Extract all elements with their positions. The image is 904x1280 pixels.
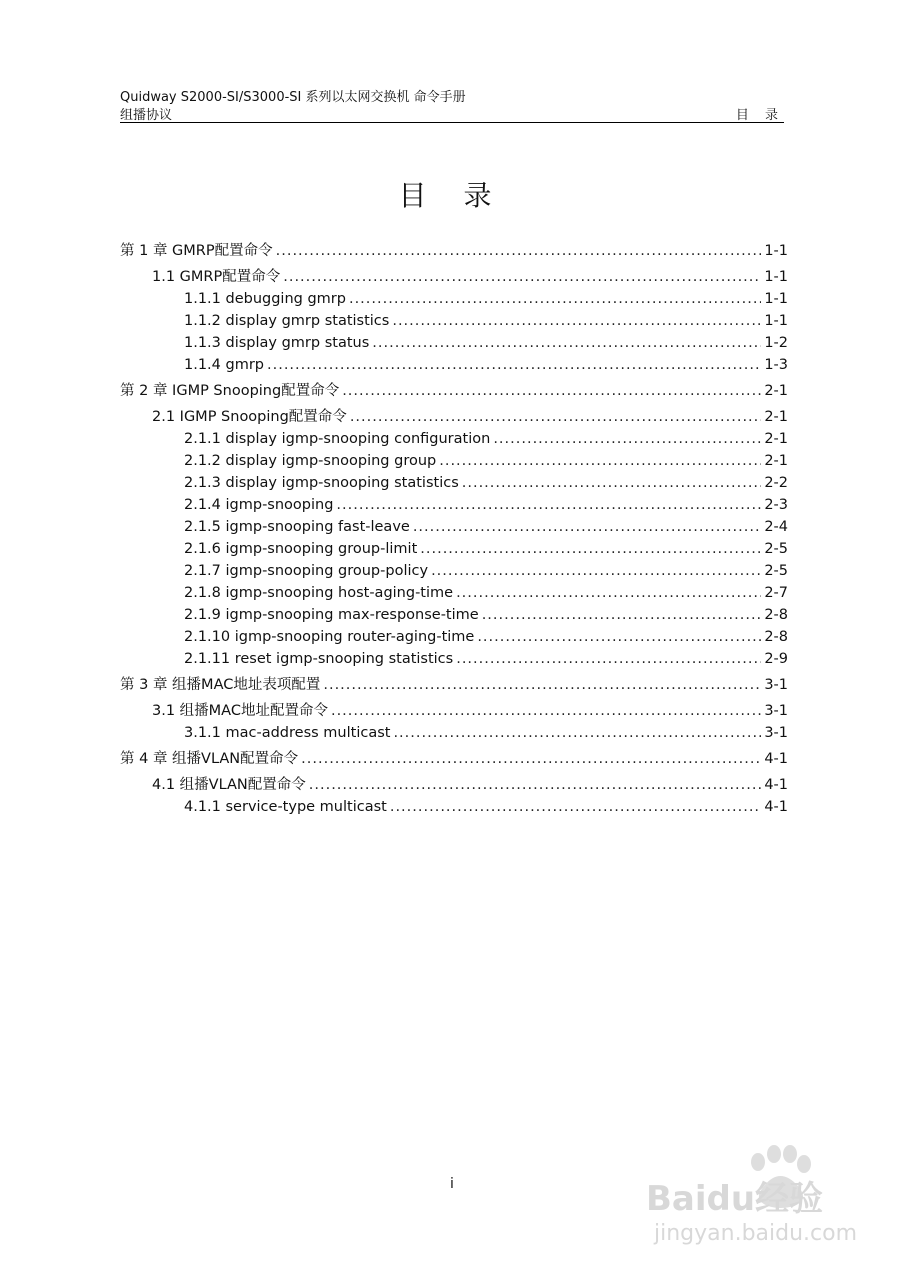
toc-entry-text: 1.1.1 debugging gmrp (184, 291, 346, 307)
toc-item-1-1-4[interactable] (120, 354, 788, 376)
toc-item-3-1-1[interactable] (120, 722, 788, 744)
toc-chapter-4[interactable] (120, 748, 788, 770)
toc-leader (323, 674, 761, 696)
toc-leader (267, 354, 761, 376)
toc-entry-text: 2.1.5 igmp-snooping fast-leave (184, 519, 410, 535)
toc-leader (349, 288, 761, 310)
toc-page: 2-1 (764, 453, 788, 469)
table-of-contents (120, 236, 788, 818)
toc-page: 2-7 (764, 585, 788, 601)
toc-entry-text: 2.1.3 display igmp-snooping statistics (184, 475, 459, 491)
toc-page: 4-1 (764, 799, 788, 815)
toc-entry-text: 3.1.1 mac-address multicast (184, 725, 391, 741)
toc-item-2-1-2[interactable] (120, 450, 788, 472)
toc-leader (462, 472, 762, 494)
toc-page: 2-2 (764, 475, 788, 491)
toc-chapter-2[interactable] (120, 380, 788, 402)
toc-section-4-1[interactable] (120, 774, 788, 796)
toc-page: 2-8 (764, 629, 788, 645)
toc-entry-text: 2.1.11 reset igmp-snooping statistics (184, 651, 454, 667)
header-title: Quidway S2000-SI/S3000-SI 系列以太网交换机 命令手册 (120, 90, 466, 105)
toc-leader (413, 516, 761, 538)
toc-item-2-1-5[interactable] (120, 516, 788, 538)
toc-leader (439, 450, 761, 472)
toc-page: 3-1 (764, 725, 788, 741)
toc-page: 2-4 (764, 519, 788, 535)
toc-leader (276, 240, 762, 262)
toc-entry-text: 2.1.8 igmp-snooping host-aging-time (184, 585, 454, 601)
toc-page: 1-1 (764, 243, 788, 259)
toc-leader (283, 266, 761, 288)
toc-leader (477, 626, 761, 648)
toc-entry-text: 2.1.2 display igmp-snooping group (184, 453, 437, 469)
toc-entry-text: 3.1 组播MAC地址配置命令 (152, 703, 328, 719)
toc-entry-text: 2.1.6 igmp-snooping group-limit (184, 541, 418, 557)
toc-entry-text: 第 3 章 组播MAC地址表项配置 (120, 677, 321, 693)
page-title: 目 录 (398, 179, 506, 212)
watermark-logo: Baidu经验 (646, 1179, 824, 1219)
baidu-jingyan-watermark (640, 1140, 880, 1250)
toc-item-2-1-6[interactable] (120, 538, 788, 560)
toc-item-2-1-8[interactable] (120, 582, 788, 604)
toc-item-1-1-2[interactable] (120, 310, 788, 332)
toc-page: 1-1 (764, 313, 788, 329)
toc-item-1-1-3[interactable] (120, 332, 788, 354)
header-right-label: 目 录 (735, 108, 784, 123)
toc-entry-text: 2.1.9 igmp-snooping max-response-time (184, 607, 479, 623)
toc-leader (350, 406, 762, 428)
toc-leader (309, 774, 762, 796)
toc-entry-text: 2.1 IGMP Snooping配置命令 (152, 409, 347, 425)
toc-item-2-1-3[interactable] (120, 472, 788, 494)
toc-entry-text: 2.1.1 display igmp-snooping configuration (184, 431, 491, 447)
toc-entry-text: 2.1.4 igmp-snooping (184, 497, 334, 513)
toc-item-2-1-7[interactable] (120, 560, 788, 582)
toc-leader (342, 380, 761, 402)
toc-leader (456, 648, 761, 670)
toc-page: 3-1 (764, 703, 788, 719)
toc-item-2-1-1[interactable] (120, 428, 788, 450)
toc-section-2-1[interactable] (120, 406, 788, 428)
toc-page: 1-1 (764, 269, 788, 285)
toc-item-2-1-4[interactable] (120, 494, 788, 516)
toc-item-4-1-1[interactable] (120, 796, 788, 818)
toc-page: 2-3 (764, 497, 788, 513)
toc-leader (336, 494, 761, 516)
toc-page: 1-1 (764, 291, 788, 307)
toc-page: 1-3 (764, 357, 788, 373)
toc-page: 2-1 (764, 431, 788, 447)
toc-leader (331, 700, 761, 722)
toc-entry-text: 1.1 GMRP配置命令 (152, 269, 281, 285)
toc-entry-text: 第 1 章 GMRP配置命令 (120, 243, 273, 259)
toc-page: 1-2 (764, 335, 788, 351)
toc-page: 2-1 (764, 409, 788, 425)
header-section: 组播协议 (120, 108, 173, 123)
toc-item-2-1-9[interactable] (120, 604, 788, 626)
toc-page: 4-1 (764, 751, 788, 767)
toc-page: 2-1 (764, 383, 788, 399)
toc-entry-text: 2.1.7 igmp-snooping group-policy (184, 563, 429, 579)
toc-leader (392, 310, 761, 332)
toc-entry-text: 1.1.2 display gmrp statistics (184, 313, 390, 329)
toc-leader (493, 428, 761, 450)
toc-item-2-1-10[interactable] (120, 626, 788, 648)
toc-page: 2-9 (764, 651, 788, 667)
toc-page: 4-1 (764, 777, 788, 793)
page-number: i (450, 1176, 454, 1192)
toc-section-3-1[interactable] (120, 700, 788, 722)
toc-leader (482, 604, 762, 626)
toc-chapter-1[interactable] (120, 240, 788, 262)
toc-entry-text: 4.1.1 service-type multicast (184, 799, 387, 815)
toc-entry-text: 1.1.3 display gmrp status (184, 335, 370, 351)
toc-leader (431, 560, 761, 582)
toc-page: 3-1 (764, 677, 788, 693)
toc-page: 2-8 (764, 607, 788, 623)
toc-entry-text: 第 4 章 组播VLAN配置命令 (120, 751, 299, 767)
toc-page: 2-5 (764, 563, 788, 579)
toc-item-2-1-11[interactable] (120, 648, 788, 670)
toc-leader (456, 582, 761, 604)
toc-item-1-1-1[interactable] (120, 288, 788, 310)
watermark-url: jingyan.baidu.com (654, 1221, 858, 1246)
toc-section-1-1[interactable] (120, 266, 788, 288)
toc-entry-text: 第 2 章 IGMP Snooping配置命令 (120, 383, 340, 399)
toc-entry-text: 1.1.4 gmrp (184, 357, 264, 373)
toc-entry-text: 2.1.10 igmp-snooping router-aging-time (184, 629, 475, 645)
toc-page: 2-5 (764, 541, 788, 557)
toc-leader (301, 748, 761, 770)
toc-entry-text: 4.1 组播VLAN配置命令 (152, 777, 306, 793)
toc-leader (390, 796, 761, 818)
toc-leader (372, 332, 761, 354)
header-rule (120, 122, 784, 123)
toc-leader (420, 538, 761, 560)
toc-chapter-3[interactable] (120, 674, 788, 696)
toc-leader (393, 722, 761, 744)
